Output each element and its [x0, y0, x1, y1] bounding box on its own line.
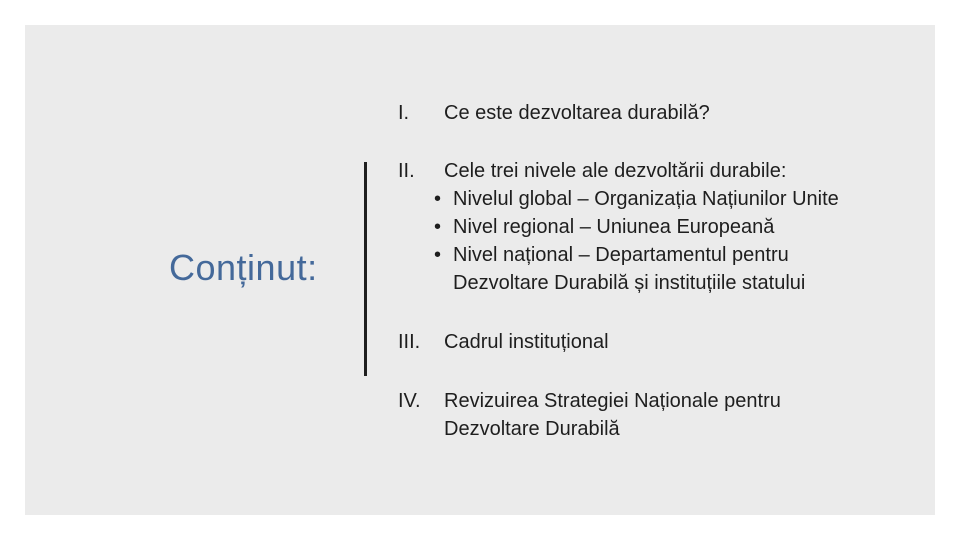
- item-number: IV.: [398, 390, 421, 412]
- vertical-divider: [364, 162, 367, 376]
- item-text: Ce este dezvoltarea durabilă?: [444, 102, 710, 124]
- sub-item-text-line2: Dezvoltare Durabilă și instituțiile statului: [453, 272, 806, 294]
- sub-item-text: Nivel regional – Uniunea Europeană: [453, 216, 775, 238]
- item-number: I.: [398, 102, 410, 124]
- slide: [25, 25, 935, 515]
- slide-title: Conținut:: [169, 247, 318, 288]
- item-number: III.: [398, 331, 421, 353]
- sub-item-text: Nivelul global – Organizația Națiunilor Unite: [453, 188, 839, 210]
- bullet-icon: •: [434, 244, 442, 266]
- item-number: II.: [398, 160, 415, 182]
- bullet-icon: •: [434, 188, 442, 210]
- sub-item-text: Nivel național – Departamentul pentru: [453, 244, 789, 266]
- bullet-icon: •: [434, 216, 442, 238]
- item-text: Cadrul instituțional: [444, 331, 609, 353]
- item-text-line2: Dezvoltare Durabilă: [444, 418, 620, 440]
- item-text: Cele trei nivele ale dezvoltării durabile:: [444, 160, 787, 182]
- item-text: Revizuirea Strategiei Naționale pentru: [444, 390, 781, 412]
